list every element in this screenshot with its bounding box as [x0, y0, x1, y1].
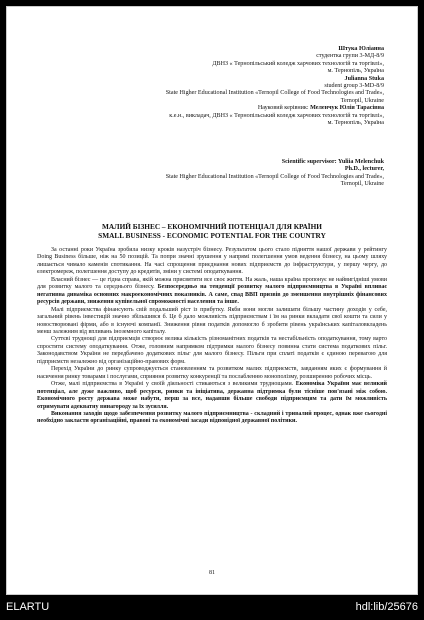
repository-name: ELARTU	[6, 601, 50, 613]
text-span: Перехід України до ринку супроводжується становленням та розвитком малих підприємств, завданням яких є формування й насичення ринку товарами і послугами, сприяння розвитку конкуренції та послабленню монополізму, розширенню робочих місць.	[37, 366, 387, 380]
body-paragraph	[37, 336, 387, 366]
title-ukrainian: МАЛИЙ БІЗНЕС – ЕКОНОМІЧНИЙ ПОТЕНЦІАЛ ДЛЯ КРАЇНИ	[102, 222, 322, 231]
text-span: За останні роки Україна зробила низку кроків назустріч бізнесу. Результатом цього стало підняття нашої держави у рейтингу Doing Business більше, ніж на 50 позицій. Та попри значні зрушення у напрямі полегшення умов ведення бізнесу, на цьому шляху лишається чимало каменів спотикання. На часі спрощення приєднання нових підприємств до інфраструктури, у першу чергу, до електромереж, полегшення доступу до кредитів, зміни у системі оподаткування.	[37, 247, 387, 276]
body-paragraph	[37, 411, 387, 426]
header-line: Ternopil, Ukraine	[340, 181, 384, 188]
header-line: student group 3-MD-8/9	[324, 83, 384, 90]
body-paragraph	[37, 277, 387, 307]
bold-text-span: Виконання заходів щодо забезпечення розвитку малого підприємництва - складний і тривалий процес, однак вже сьогодні необхідно закласти організаційні, правові та економічні засади відповідної державної політики.	[37, 410, 387, 425]
supervisor-label: Науковий керівник:	[257, 105, 311, 112]
text-span: Отже, малі підприємства в Україні у своїй діяльності стикаються з великими труднощами.	[51, 381, 296, 388]
text-span: Малі підприємства фінансують свій подальший ріст із прибутку. Якби вони могли залишати більшу частину доходів у себе, загальний рівень інвестицій значно збільшився б. Це б дало можливість підприємствам і їм на ринки вкладати свої кошти та сили у новостворювані фірми, або в існуючі компанії. Зниження рівня податків допомогло б зробити рівень українських капіталовкладень менш залежним від впливань іноземного капіталу.	[37, 306, 387, 335]
body-paragraph	[37, 381, 387, 411]
page-number: 81	[209, 570, 215, 576]
article-title	[7, 222, 417, 240]
handle-identifier: hdl:lib/25676	[355, 601, 418, 613]
header-line	[166, 105, 384, 112]
header-line: Julianna Stuka	[344, 75, 384, 82]
header-line: м. Тернопіль, Україна	[327, 68, 384, 75]
header-line: Ternopil, Ukraine	[340, 97, 384, 104]
text-span: Суттєві труднощі для підприємців створює велика кількість різноманітних податків та нестабільність оподаткування, тому варто спростити систему оподаткування. Отже, головним напрямком підтримки малого бізнесу повинна стати система податкових пільг. Законодавством України не передбачено додаткових пільг для малого бізнесу. Пільги при сплаті податків є єдиною перевагою для підприємств незалежно від організаційно-правових форм.	[37, 336, 387, 365]
bold-text-span: Економіка України має великий потенціал, але дуже важливо, щоб ресурси, ринки та ініціатива, державна підтримка були тісніше пов'язані між собою. Економічного росту держава може набути, перш за все, надавши більше свободи підприємцям та дати їм можливість отримувати адекватну винагороду за їх зусилля.	[37, 381, 387, 410]
header-line: м. Тернопіль, Україна	[327, 120, 384, 127]
repository-footer	[0, 596, 424, 620]
body-paragraph	[37, 247, 387, 277]
header-line: State Higher Educational Institution «Ternopil College of Food Technologies and Trade»,	[165, 90, 384, 97]
header-line: Ph.D., lecturer,	[344, 166, 384, 173]
header-line: студентка групи 3-МД-8/9	[316, 53, 384, 60]
body-paragraph	[37, 366, 387, 381]
title-english: SMALL BUSINESS - ECONOMIC POTENTIAL FOR THE COUNTRY	[98, 231, 326, 240]
header-line: Штука Юліанна	[338, 46, 384, 52]
body-paragraph	[37, 307, 387, 337]
supervisor-name: Меленчук Юлія Тарасівна	[310, 105, 384, 112]
author-block-ukrainian	[166, 46, 384, 127]
supervisor-block-english	[166, 159, 384, 189]
document-page	[6, 6, 418, 595]
header-line: Scientific supervisor: Yuliia Melenchuk	[281, 159, 384, 165]
article-body	[37, 247, 387, 426]
text-span: Власний бізнес — це гідна справа, якій можна присвятити все своє життя. На жаль, наша країна пропонує не найвигідніші умови для розвитку малого та середнього бізнесу.	[37, 276, 387, 291]
header-line: State Higher Educational Institution «Ternopil College of Food Technologies and Trade»,	[165, 173, 384, 180]
header-line: к.е.н., викладач, ДВНЗ « Тернопільський коледж харчових технологій та торгівлі»,	[169, 112, 384, 119]
bold-text-span: Безпосередньо на тенденції розвитку малого підприємництва в Україні впливає негативна динаміка основних макроекономічних показників. А саме, спад ВВП призвів до зменшення внутрішніх фінансових ресурсів держави, зниження купівельної спроможності населення та інше.	[37, 284, 388, 306]
header-line: ДВНЗ « Тернопільський коледж харчових технологій та торгівлі»,	[212, 60, 384, 67]
